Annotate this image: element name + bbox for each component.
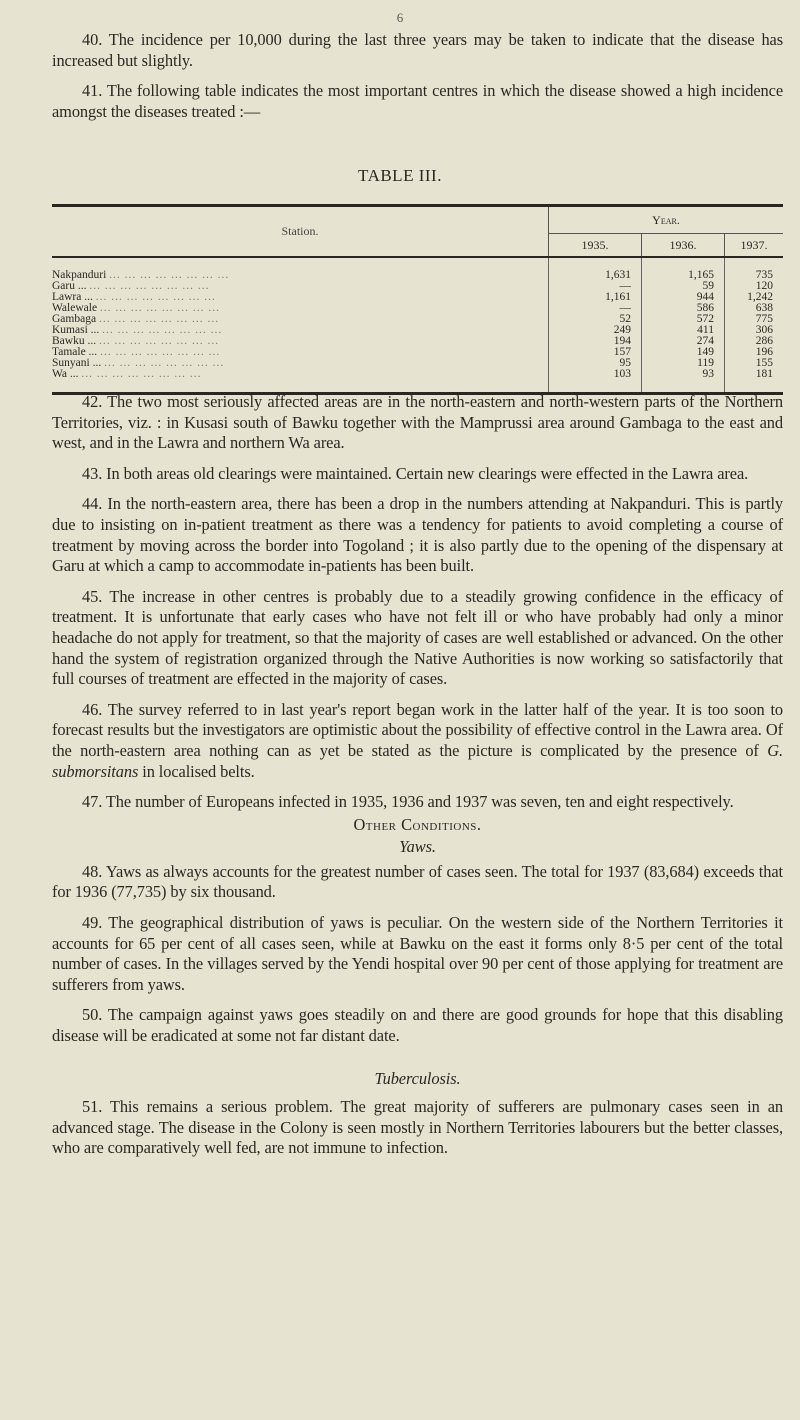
value-cell: 1,165: [642, 270, 725, 281]
paragraph-51: 51. This remains a serious problem. The great majority of sufferers are pulmonary cases seen in an advanced stage. The disease in the Colony is seen mostly in Northern Territories labourers but the better classes, who are comparatively well fed, are not immune to infection.: [52, 1097, 783, 1158]
value-cell: 1,242: [725, 292, 784, 303]
heading-yaws-text: Yaws.: [399, 837, 436, 857]
value-cell: 775: [725, 314, 784, 325]
station-name: Kumasi ...: [52, 324, 100, 336]
paragraph-49: 49. The geographical distribution of yaws is peculiar. On the western side of the Northern Territories it accounts for 65 per cent of all cases seen, while at Bawku on the east it forms only 8·5 per cent of the total number of cases. In the villages served by the Yendi hospital over 90 per cent of those applying for treatment are sufferers from yaws.: [52, 913, 783, 994]
value-cell: 306: [725, 325, 784, 336]
leader-dots: ... ... ... ... ... ... ... ...: [100, 346, 221, 358]
leader-dots: ... ... ... ... ... ... ... ...: [102, 324, 223, 336]
paragraph-48: 48. Yaws as always accounts for the greatest number of cases seen. The total for 1937 (83,684) exceeds that for 1936 (77,735) by six thousand.: [52, 861, 783, 902]
leader-dots: ... ... ... ... ... ... ... ...: [98, 335, 220, 347]
value-cell: 93: [642, 369, 725, 380]
incidence-table: [52, 204, 783, 395]
paragraph-47: 47. The number of Europeans infected in 1935, 1936 and 1937 was seven, ten and eight respectively.: [82, 792, 734, 812]
species-name: G. submorsitans: [52, 740, 783, 781]
paragraph-43: 43. In both areas old clearings were maintained. Certain new clearings were effected in the Lawra area.: [82, 463, 749, 483]
leader-dots: ... ... ... ... ... ... ... ...: [81, 368, 202, 380]
value-cell: 1,631: [549, 270, 642, 281]
value-cell: 181: [725, 369, 784, 380]
heading-other-conditions: Other Conditions.: [353, 814, 482, 834]
value-cell: —: [549, 303, 642, 314]
value-cell: 103: [549, 369, 642, 380]
value-cell: 59: [642, 281, 725, 292]
station-name: Bawku ...: [52, 335, 97, 347]
value-cell: 155: [725, 358, 784, 369]
leader-dots: ... ... ... ... ... ... ... ...: [95, 291, 216, 303]
year-header: Year.: [549, 206, 784, 234]
value-cell: 1,161: [549, 292, 642, 303]
station-name: Wa ...: [52, 368, 79, 380]
paragraph-46-text: 46. The survey referred to in last year's report began work in the latter half of the year. It is too soon to forecast results but the investigators are optimistic about the possibility of effective control in the Lawra area. Of the north-eastern area nothing can as yet be stated as the picture is complicated by the presence of: [52, 699, 783, 760]
value-cell: 638: [725, 303, 784, 314]
leader-dots: ... ... ... ... ... ... ... ...: [109, 269, 230, 281]
paragraph-46: [52, 700, 783, 782]
station-name: Sunyani ...: [52, 357, 102, 369]
heading-tuberculosis: [52, 1069, 783, 1090]
station-name: Walewale: [52, 302, 98, 314]
leader-dots: ... ... ... ... ... ... ... ...: [104, 357, 225, 369]
station-name: Garu ...: [52, 280, 87, 292]
page-number: 6: [396, 10, 404, 25]
value-cell: 149: [642, 347, 725, 358]
leader-dots: ... ... ... ... ... ... ... ...: [99, 302, 221, 314]
intro-text: [52, 30, 783, 132]
value-cell: 735: [725, 270, 784, 281]
paragraph-41: 41. The following table indicates the most important centres in which the disease showed a high incidence amongst the diseases treated :—: [52, 81, 783, 121]
paragraph-42: 42. The two most seriously affected areas are in the north-eastern and north-western parts of the Northern Territories, viz. : in Kusasi south of Bawku together with the Mamprussi area around Gambaga to the east and west, and in the Lawra and northern Wa area.: [52, 392, 783, 453]
table-title: TABLE III.: [358, 166, 442, 185]
value-cell: 119: [642, 358, 725, 369]
station-header: Station.: [281, 224, 319, 238]
paragraph-40: 40. The incidence per 10,000 during the last three years may be taken to indicate that the disease has increased but slightly.: [52, 30, 783, 70]
leader-dots: ... ... ... ... ... ... ... ...: [89, 280, 210, 292]
value-cell: 572: [642, 314, 725, 325]
value-cell: 157: [549, 347, 642, 358]
paragraph-45: 45. The increase in other centres is probably due to a steadily growing confidence in the efficacy of treatment. It is unfortunate that early cases who have not felt ill or who have probably had only a minor headache do not apply for treatment, so that the majority of cases are well established or advanced. On the other hand the system of registration organized through the Native Authorities is now working so satisfactorily that full courses of treatment are effected in the majority of cases.: [52, 586, 783, 689]
paragraph-44: 44. In the north-eastern area, there has been a drop in the numbers attending at Nakpanduri. This is partly due to insisting on in-patient treatment as there was a tendency for patients to avoid completing a course of treatment by moving across the border into Togoland ; it is also partly due to the opening of the dispensary at Garu at which a camp to accommodate in-patients has been built.: [52, 494, 783, 576]
station-name: Tamale ...: [52, 346, 98, 358]
paragraph-46-tail: in localised belts.: [138, 761, 255, 781]
station-cell: [52, 369, 549, 380]
station-name: Nakpanduri: [52, 269, 107, 281]
table-row: [52, 369, 783, 380]
value-cell: 120: [725, 281, 784, 292]
year-1935-header: 1935.: [549, 234, 642, 258]
station-name: Gambaga: [52, 313, 97, 325]
value-cell: 274: [642, 336, 725, 347]
leader-dots: ... ... ... ... ... ... ... ...: [98, 313, 220, 325]
value-cell: 286: [725, 336, 784, 347]
station-name: Lawra ...: [52, 291, 93, 303]
value-cell: 411: [642, 325, 725, 336]
heading-tuberculosis-text: Tuberculosis.: [374, 1068, 461, 1088]
body-text: [52, 392, 783, 1169]
heading-yaws: [52, 837, 783, 858]
value-cell: 194: [549, 336, 642, 347]
value-cell: 196: [725, 347, 784, 358]
value-cell: 249: [549, 325, 642, 336]
value-cell: —: [549, 281, 642, 292]
value-cell: 52: [549, 314, 642, 325]
value-cell: 95: [549, 358, 642, 369]
paragraph-50: 50. The campaign against yaws goes steadily on and there are good grounds for hope that this disabling disease will be eradicated at some not far distant date.: [52, 1005, 783, 1046]
value-cell: 944: [642, 292, 725, 303]
value-cell: 586: [642, 303, 725, 314]
year-1936-header: 1936.: [642, 234, 725, 258]
year-1937-header: 1937.: [725, 234, 784, 258]
